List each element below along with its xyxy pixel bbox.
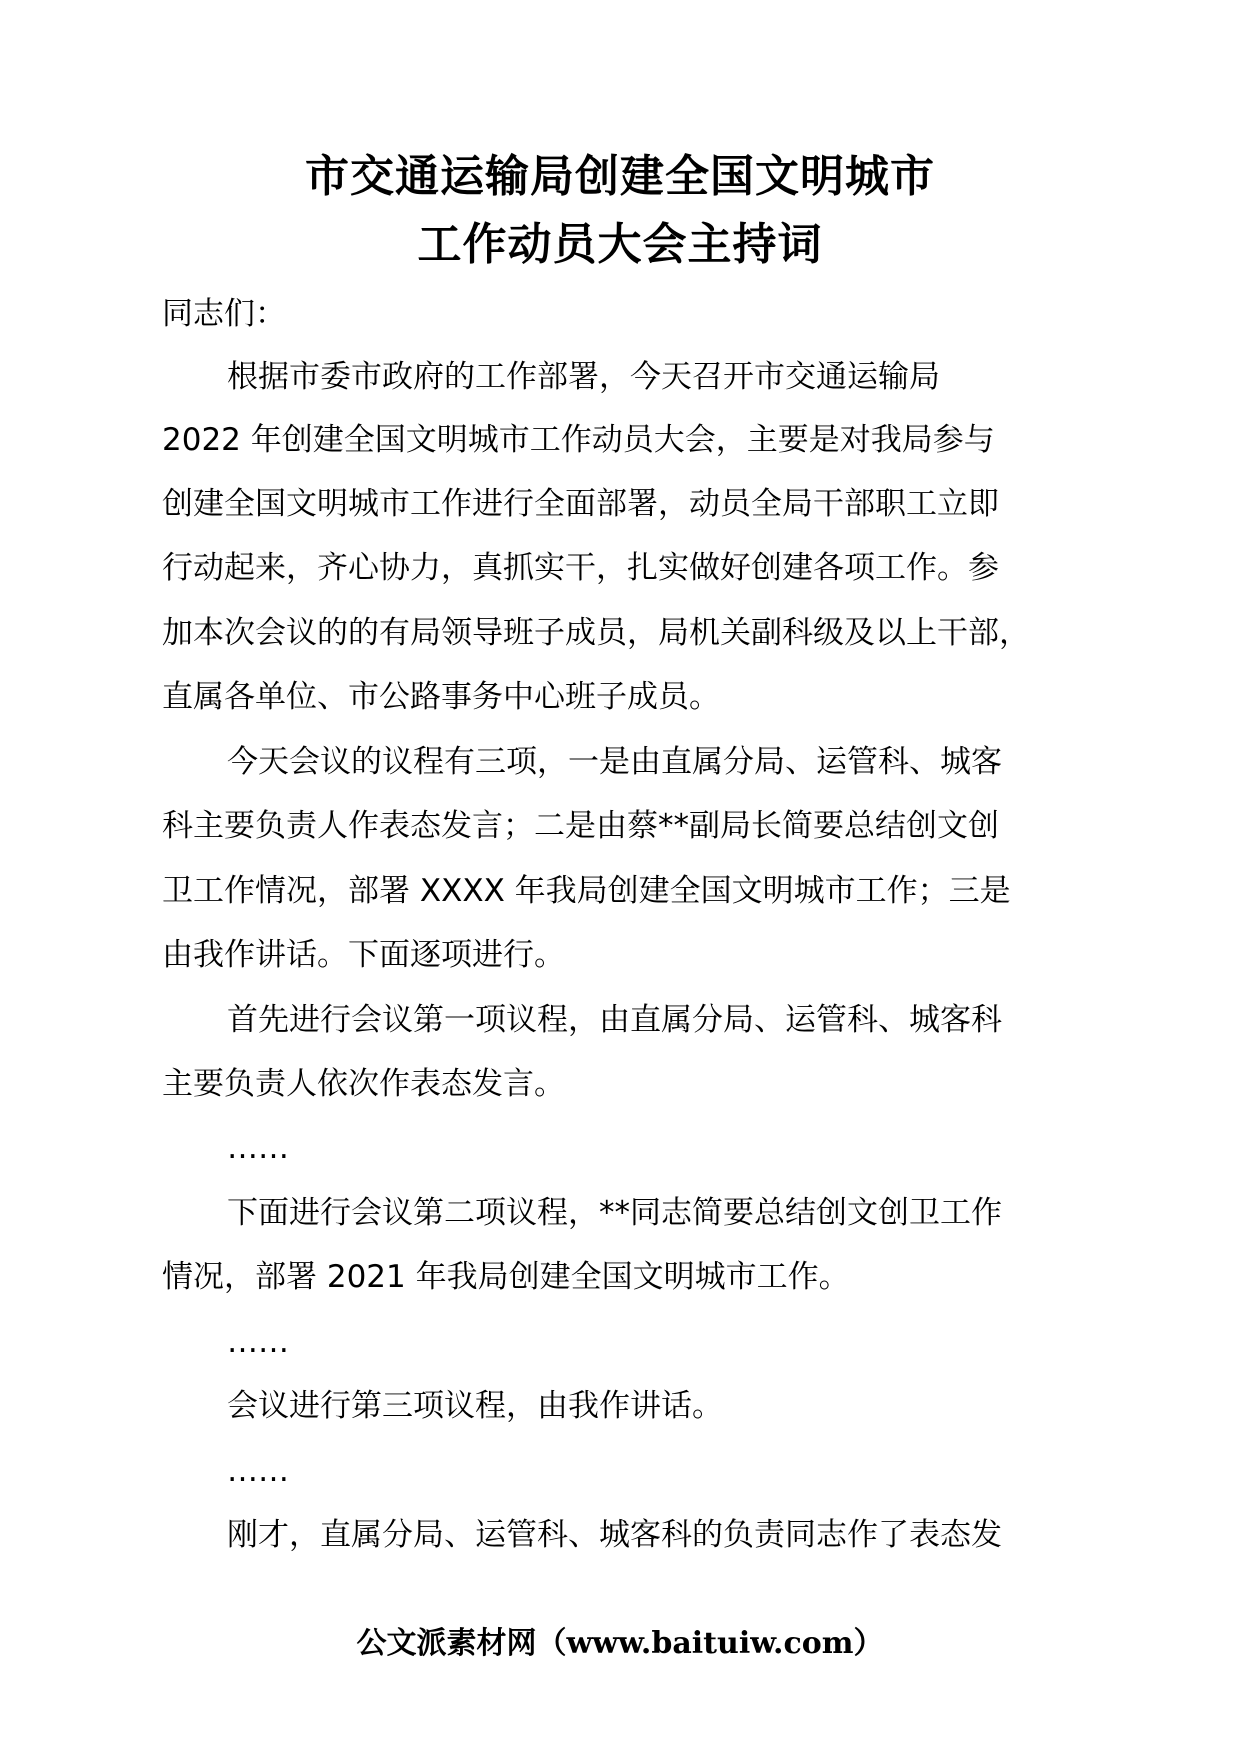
document-title-line-2: 工作动员大会主持词 [417,219,823,270]
body-line: 加本次会议的的有局领导班子成员，局机关副科级及以上干部， [162,615,1030,651]
body-line: 2022 年创建全国文明城市工作动员大会，主要是对我局参与 [162,422,995,458]
body-line: 刚才，直属分局、运管科、城客科的负责同志作了表态发 [227,1517,1002,1553]
body-line: 首先进行会议第一项议程，由直属分局、运管科、城客科 [227,1002,1002,1038]
body-line: 行动起来，齐心协力，真抓实干，扎实做好创建各项工作。参 [162,550,999,586]
footer-watermark: 公文派素材网（www.baituiw.com） [356,1626,884,1661]
body-line: 直属各单位、市公路事务中心班子成员。 [162,679,720,715]
body-line: 今天会议的议程有三项，一是由直属分局、运管科、城客 [227,744,1002,780]
body-line: 会议进行第三项议程，由我作讲话。 [227,1388,723,1424]
ellipsis-line: …… [227,1130,289,1166]
body-line: 情况，部署 2021 年我局创建全国文明城市工作。 [162,1259,850,1295]
body-line: 由我作讲话。下面逐项进行。 [162,937,565,973]
ellipsis-line: …… [227,1324,289,1360]
body-line: 下面进行会议第二项议程，**同志简要总结创文创卫工作 [227,1195,1002,1231]
body-line: 主要负责人依次作表态发言。 [162,1066,565,1102]
body-line: 卫工作情况，部署 XXXX 年我局创建全国文明城市工作；三是 [162,873,1011,909]
ellipsis-line: …… [227,1453,289,1489]
salutation: 同志们： [162,296,286,332]
document-title-line-1: 市交通运输局创建全国文明城市 [305,151,935,202]
body-line: 科主要负责人作表态发言；二是由蔡**副局长简要总结创文创 [162,808,999,844]
body-line: 创建全国文明城市工作进行全面部署，动员全局干部职工立即 [162,486,999,522]
body-line: 根据市委市政府的工作部署，今天召开市交通运输局 [227,359,940,395]
